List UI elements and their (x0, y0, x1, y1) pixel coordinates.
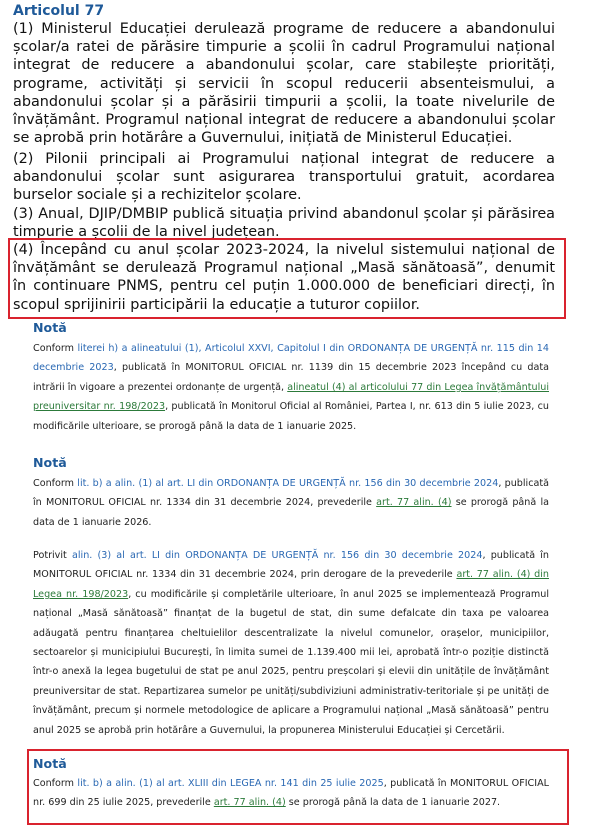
note-2-link-ordonanta[interactable]: lit. b) a alin. (1) al art. LI din ORDONANȚA DE URGENȚĂ nr. 156 din 30 decembrie 2024 (77, 478, 499, 489)
note-1-text (33, 339, 549, 436)
article-title: Articolul 77 (13, 3, 105, 19)
note-4-text (33, 774, 549, 813)
note-3-link-articol[interactable]: art. 77 alin. (4) din Legea nr. 198/2023 (33, 569, 549, 600)
paragraph-1: (1) Ministerul Educației derulează programe de reducere a abandonului școlar/a ratei de părăsire timpurie a școlii în cadrul Programului național integrat de reducere a abandonului școlar, care stabilește priorități, programe, activități și servicii în scopul reducerii absenteismului, a abandonului școlar și a părăsirii timpurii a școlii, la toate nivelurile de învățământ. Programul național integrat de reducere a abandonului școlar se aprobă prin hotărâre a Guvernului, inițiată de Ministerul Educației. (13, 21, 555, 147)
note-4-link-articol[interactable]: art. 77 alin. (4) (213, 797, 286, 809)
note-3-text (33, 546, 549, 740)
note-4-title: Notă (33, 756, 67, 771)
note-2-link-articol[interactable]: art. 77 alin. (4) (376, 497, 452, 509)
note-1-title: Notă (33, 320, 67, 335)
note-1-text-a: Conform (33, 343, 78, 354)
note-2-title: Notă (33, 455, 67, 470)
note-1-link-lege[interactable]: alineatul (4) al articolului 77 din Legea învățământului preuniversitar nr. 198/2023 (33, 381, 549, 413)
note-1-text-c: , publicată în Monitorul Oficial al României, Partea I, nr. 613 din 5 iulie 2023, cu modificările ulterioare, se prorogă până la data de 1 ianuarie 2025. (33, 401, 549, 432)
paragraph-3: (3) Anual, DJIP/DMBIP publică situația privind abandonul școlar și părăsirea timpurie a școlii de la nivel județean. (13, 206, 555, 241)
note-4-text-c: se prorogă până la data de 1 ianuarie 2027. (285, 797, 501, 809)
note-3-text-c: , cu modificările și completările ulterioare, în anul 2025 se implementează Programul național „Masă sănătoasă” finanțat de la bugetul de stat, din sume defalcate din taxa pe valoarea adăugată pentru finanțarea cheltuielilor descentralizate la nivelul comunelor, orașelor, municipiilor, sectoarelor și municipiului București, în limita sumei de 1.139.400 mii lei, aprobată într-o poziție distinctă într-o anexă la legea bugetului de stat pe anul 2025, pentru preșcolari și elevii din unitățile de învățământ preuniversitar de stat. Repartizarea sumelor pe unități/subdiviziuni administrativ-teritoriale și pe unități de învățământ, precum și normele metodologice de aplicare a Programului național „Masă sănătoasă” pentru anul 2025 se aprobă prin hotărâre a Guvernului, la propunerea Ministerului Educației și Cercetării. (33, 588, 549, 736)
note-2-text (33, 474, 549, 532)
note-1-link-ordonanta[interactable]: literei h) a alineatului (1), Articolul XXVI, Capitolul I din ORDONANȚA DE URGENȚĂ nr. 115 din 14 decembrie 2023 (33, 343, 549, 374)
note-2-text-a: Conform (33, 478, 78, 489)
paragraph-4: (4) Începând cu anul școlar 2023-2024, la nivelul sistemului național de învățământ se derulează Programul național „Masă sănătoasă”, denumit în continuare PNMS, pentru cel puțin 1.000.000 de beneficiari direcți, în scopul sprijinirii participării la educație a tuturor copiilor. (13, 242, 555, 313)
note-4-text-b: , publicată în MONITORUL OFICIAL nr. 699 din 25 iulie 2025, prevederile (33, 778, 549, 809)
note-2-text-c: se prorogă până la data de 1 ianuarie 2026. (33, 497, 549, 528)
note-3-link-ordonanta[interactable]: alin. (3) al art. LI din ORDONANȚA DE URGENȚĂ nr. 156 din 30 decembrie 2024 (71, 550, 483, 561)
note-4-text-a: Conform (33, 778, 78, 789)
note-4-link-lege[interactable]: lit. b) a alin. (1) al art. XLIII din LEGEA nr. 141 din 25 iulie 2025 (77, 778, 384, 789)
note-3-text-a: Potrivit (33, 550, 72, 561)
note-1-text-b: , publicată în MONITORUL OFICIAL nr. 1139 din 15 decembrie 2023 începând cu data intrării în vigoare a prezentei ordonanțe de urgență, (33, 362, 549, 393)
note-2-text-b: , publicată în MONITORUL OFICIAL nr. 1334 din 31 decembrie 2024, prevederile (33, 478, 550, 509)
paragraph-2: (2) Pilonii principali ai Programului național integrat de reducere a abandonului școlar sunt asigurarea transportului gratuit, acordarea burselor sociale și a rechizitelor școlare. (13, 151, 555, 204)
note-3-text-b: , publicată în MONITORUL OFICIAL nr. 1334 din 31 decembrie 2024, prin derogare de la prevederile (33, 550, 550, 581)
